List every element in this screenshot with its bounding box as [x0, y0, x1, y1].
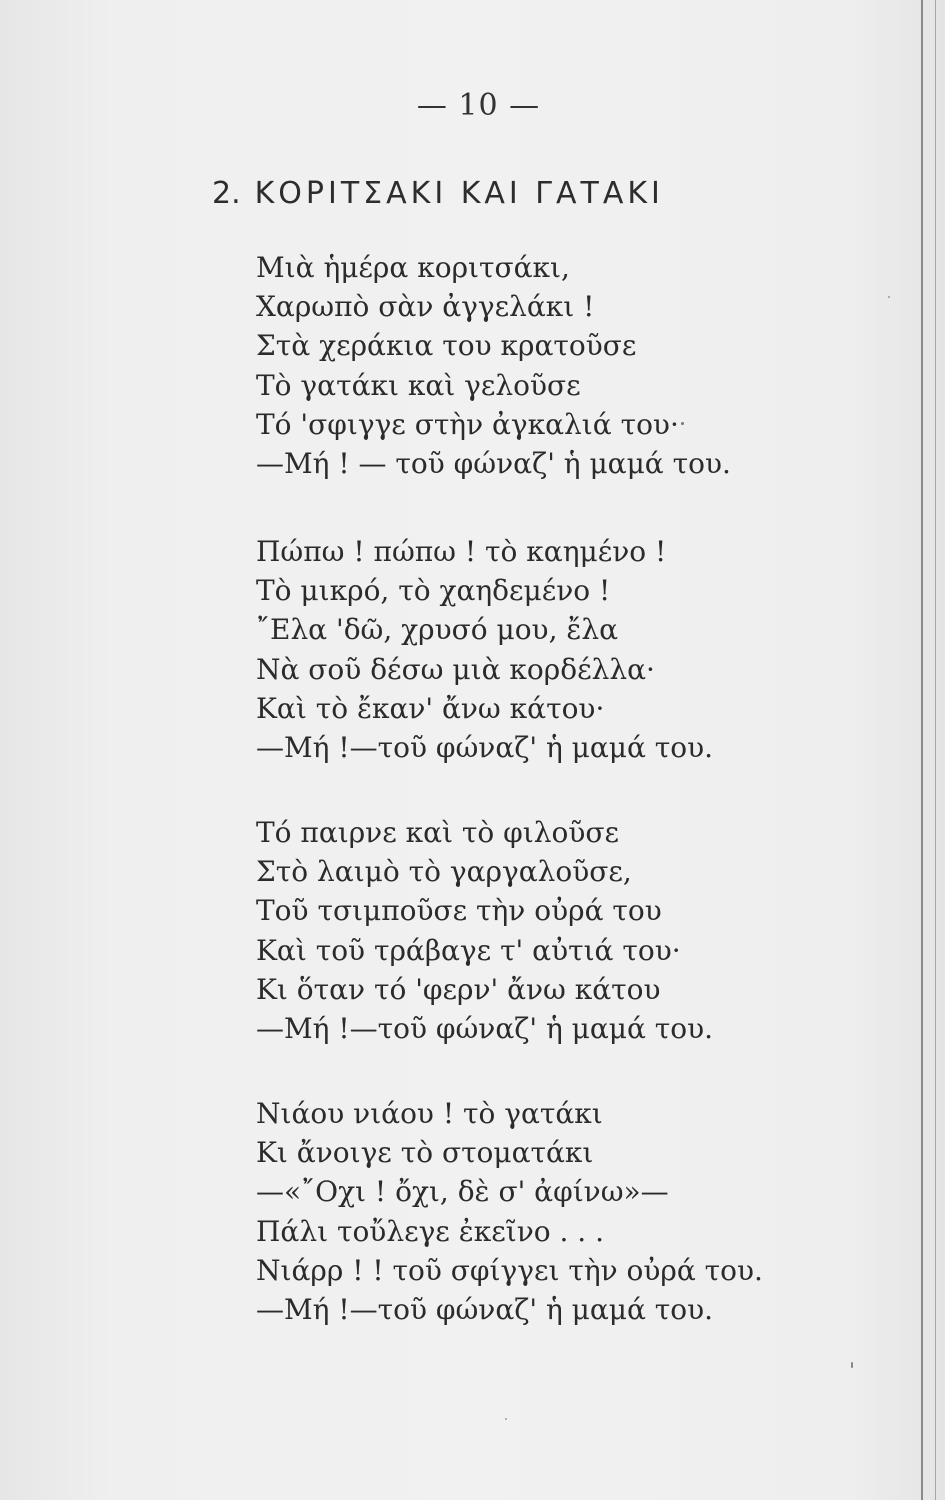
verse-line: Κι ὅταν τό 'φερν' ἄνω κάτου — [256, 972, 661, 1006]
binding-edge-line — [921, 0, 923, 1500]
verse-line: Πάλι τοὔλεγε ἐκεῖνο . . . — [256, 1214, 605, 1248]
verse-line: ῎Ελα 'δῶ, χρυσό μου, ἔλα — [256, 613, 619, 647]
verse-line: Καὶ τὸ ἔκαν' ἄνω κάτου· — [256, 691, 605, 725]
stanza-4 — [256, 1094, 763, 1329]
verse-line: Τοῦ τσιμποῦσε τὴν οὐρά του — [256, 894, 662, 928]
verse-line: Νιάρρ ! ! τοῦ σφίγγει τὴν οὐρά του. — [256, 1253, 763, 1287]
verse-line: Πώπω ! πώπω ! τὸ καημένο ! — [256, 535, 667, 568]
binding-edge-line-secondary — [935, 0, 936, 1500]
paper-speck — [888, 296, 890, 298]
verse-line: Στὰ χεράκια του κρατοῦσε — [256, 329, 637, 363]
verse-line: Νιάου νιάου ! τὸ γατάκι — [256, 1097, 603, 1130]
page-number: — 10 — — [416, 88, 541, 123]
verse-line: —«῎Οχι ! ὄχι, δὲ σ' ἀφίνω»— — [256, 1175, 669, 1209]
stanza-2 — [256, 532, 713, 767]
verse-line: Τὸ μικρό, τὸ χαηδεμένο ! — [256, 574, 611, 608]
verse-line: —Μή !—τοῦ φώναζ' ἡ μαμά του. — [256, 1292, 714, 1326]
verse-line: Καὶ τοῦ τράβαγε τ' αὐτιά του· — [256, 933, 681, 967]
verse-line: Μιὰ ἡμέρα κοριτσάκι, — [256, 251, 570, 284]
paper-speck — [681, 422, 684, 425]
verse-line: Στὸ λαιμὸ τὸ γαργαλοῦσε, — [256, 855, 632, 889]
verse-line: —Μή !—τοῦ φώναζ' ἡ μαμά του. — [256, 730, 714, 764]
poem-title — [212, 176, 664, 211]
stanza-1 — [256, 248, 731, 483]
verse-line: Κι ἄνοιγε τὸ στοματάκι — [256, 1136, 594, 1170]
poem-title-number: 2. — [212, 176, 241, 211]
verse-line: Τό 'σφιγγε στὴν ἀγκαλιά του· — [256, 407, 679, 441]
paper-speck — [851, 1362, 853, 1368]
stanza-3 — [256, 813, 713, 1048]
paper-speck — [505, 1418, 507, 1420]
verse-line: Νὰ σοῦ δέσω μιὰ κορδέλλα· — [256, 652, 655, 686]
verse-line: —Μή !—τοῦ φώναζ' ἡ μαμά του. — [256, 1011, 714, 1045]
verse-line: Τὸ γατάκι καὶ γελοῦσε — [256, 368, 581, 402]
poem-title-text: ΚΟΡΙΤΣΑΚΙ ΚΑΙ ΓΑΤΑΚΙ — [254, 176, 664, 211]
verse-line: Τό παιρνε καὶ τὸ φιλοῦσε — [256, 816, 619, 849]
verse-line: —Μή ! — τοῦ φώναζ' ἡ μαμά του. — [256, 446, 731, 480]
verse-line: Χαρωπὸ σὰν ἀγγελάκι ! — [256, 290, 595, 324]
